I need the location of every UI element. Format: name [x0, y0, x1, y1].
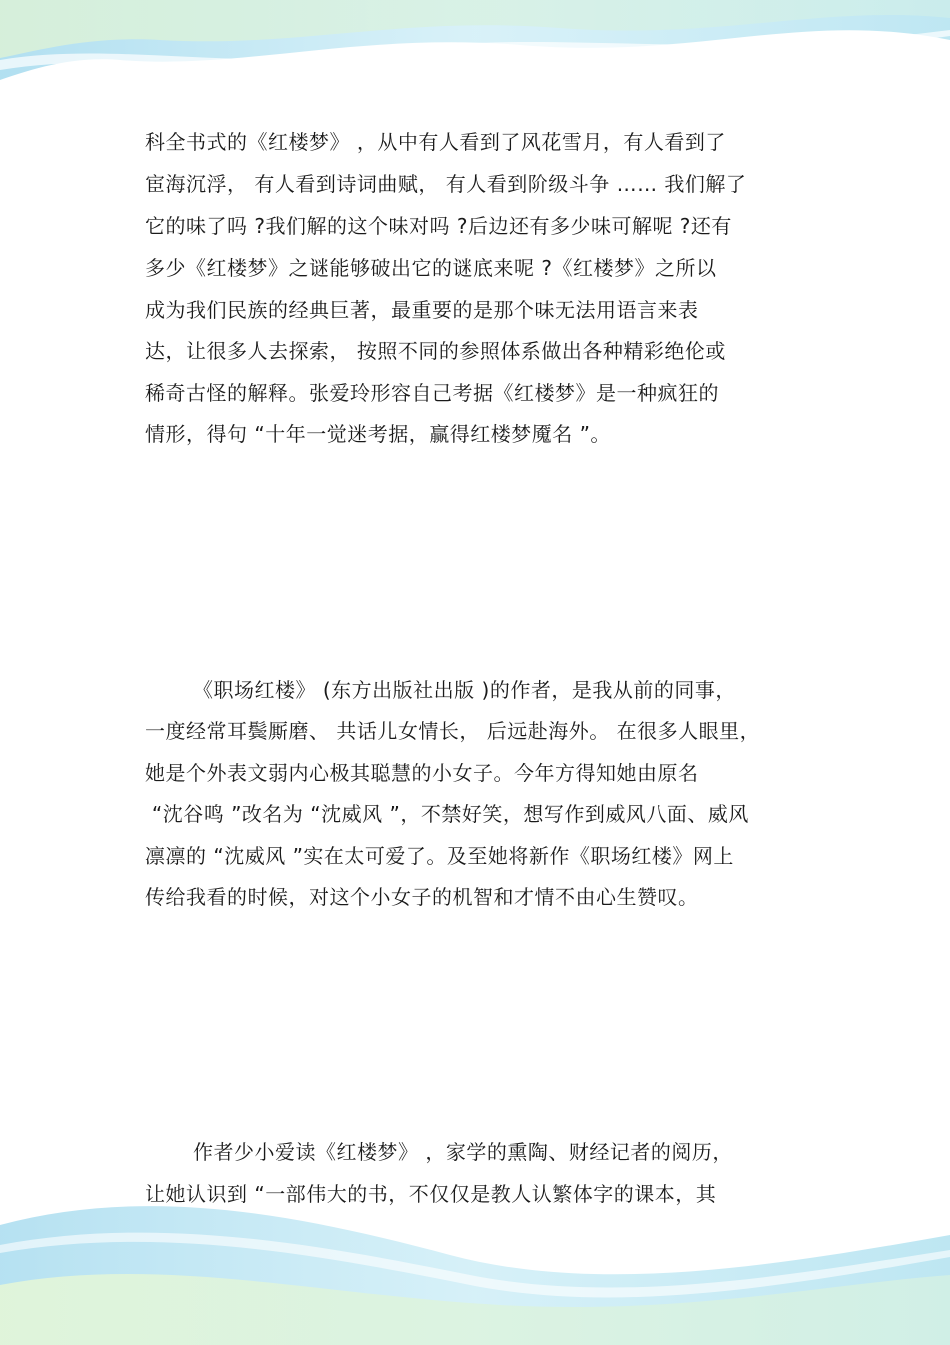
text-line: 情形，得句 “十年一觉迷考据，赢得红楼梦魇名 ”。	[145, 422, 611, 446]
text-line: 稀奇古怪的解释。张爱玲形容自己考据《红楼梦》是一种疯狂的	[145, 381, 719, 405]
top-wave-decoration	[0, 0, 950, 110]
text-line: 她是个外表文弱内心极其聪慧的小女子。今年方得知她由原名	[145, 761, 699, 785]
text-line: 传给我看的时候，对这个小女子的机智和才情不由心生赞叹。	[145, 885, 699, 909]
text-line: 《职场红楼》 (东方出版社出版 )的作者，是我从前的同事，	[193, 678, 736, 702]
text-line: 让她认识到 “一部伟大的书，不仅仅是教人认繁体字的课本，其	[145, 1182, 717, 1206]
text-line: 凛凛的 “沈威风 ”实在太可爱了。及至她将新作《职场红楼》网上	[145, 844, 734, 868]
text-line: 科全书式的《红楼梦》 ，从中有人看到了风花雪月，有人看到了	[145, 130, 726, 154]
text-line: 达，让很多人去探索， 按照不同的参照体系做出各种精彩绝伦或	[145, 339, 726, 363]
text-line: 作者少小爱读《红楼梦》 ，家学的熏陶、财经记者的阅历，	[193, 1140, 733, 1164]
text-line: 宦海沉浮， 有人看到诗词曲赋， 有人看到阶级斗争 …… 我们解了	[145, 172, 747, 196]
text-line: 它的味了吗 ?我们解的这个味对吗 ?后边还有多少味可解呢 ?还有	[145, 214, 732, 238]
text-line: 多少《红楼梦》之谜能够破出它的谜底来呢 ?《红楼梦》之所以	[145, 256, 717, 280]
text-line: 一度经常耳鬓厮磨、 共话儿女情长， 后远赴海外。 在很多人眼里，	[145, 719, 761, 743]
text-line: 成为我们民族的经典巨著，最重要的是那个味无法用语言来表	[145, 298, 699, 322]
text-line: “沈谷鸣 ”改名为 “沈威风 ”，不禁好笑，想写作到威风八面、威风	[145, 802, 749, 826]
bottom-wave-decoration	[0, 1145, 950, 1345]
